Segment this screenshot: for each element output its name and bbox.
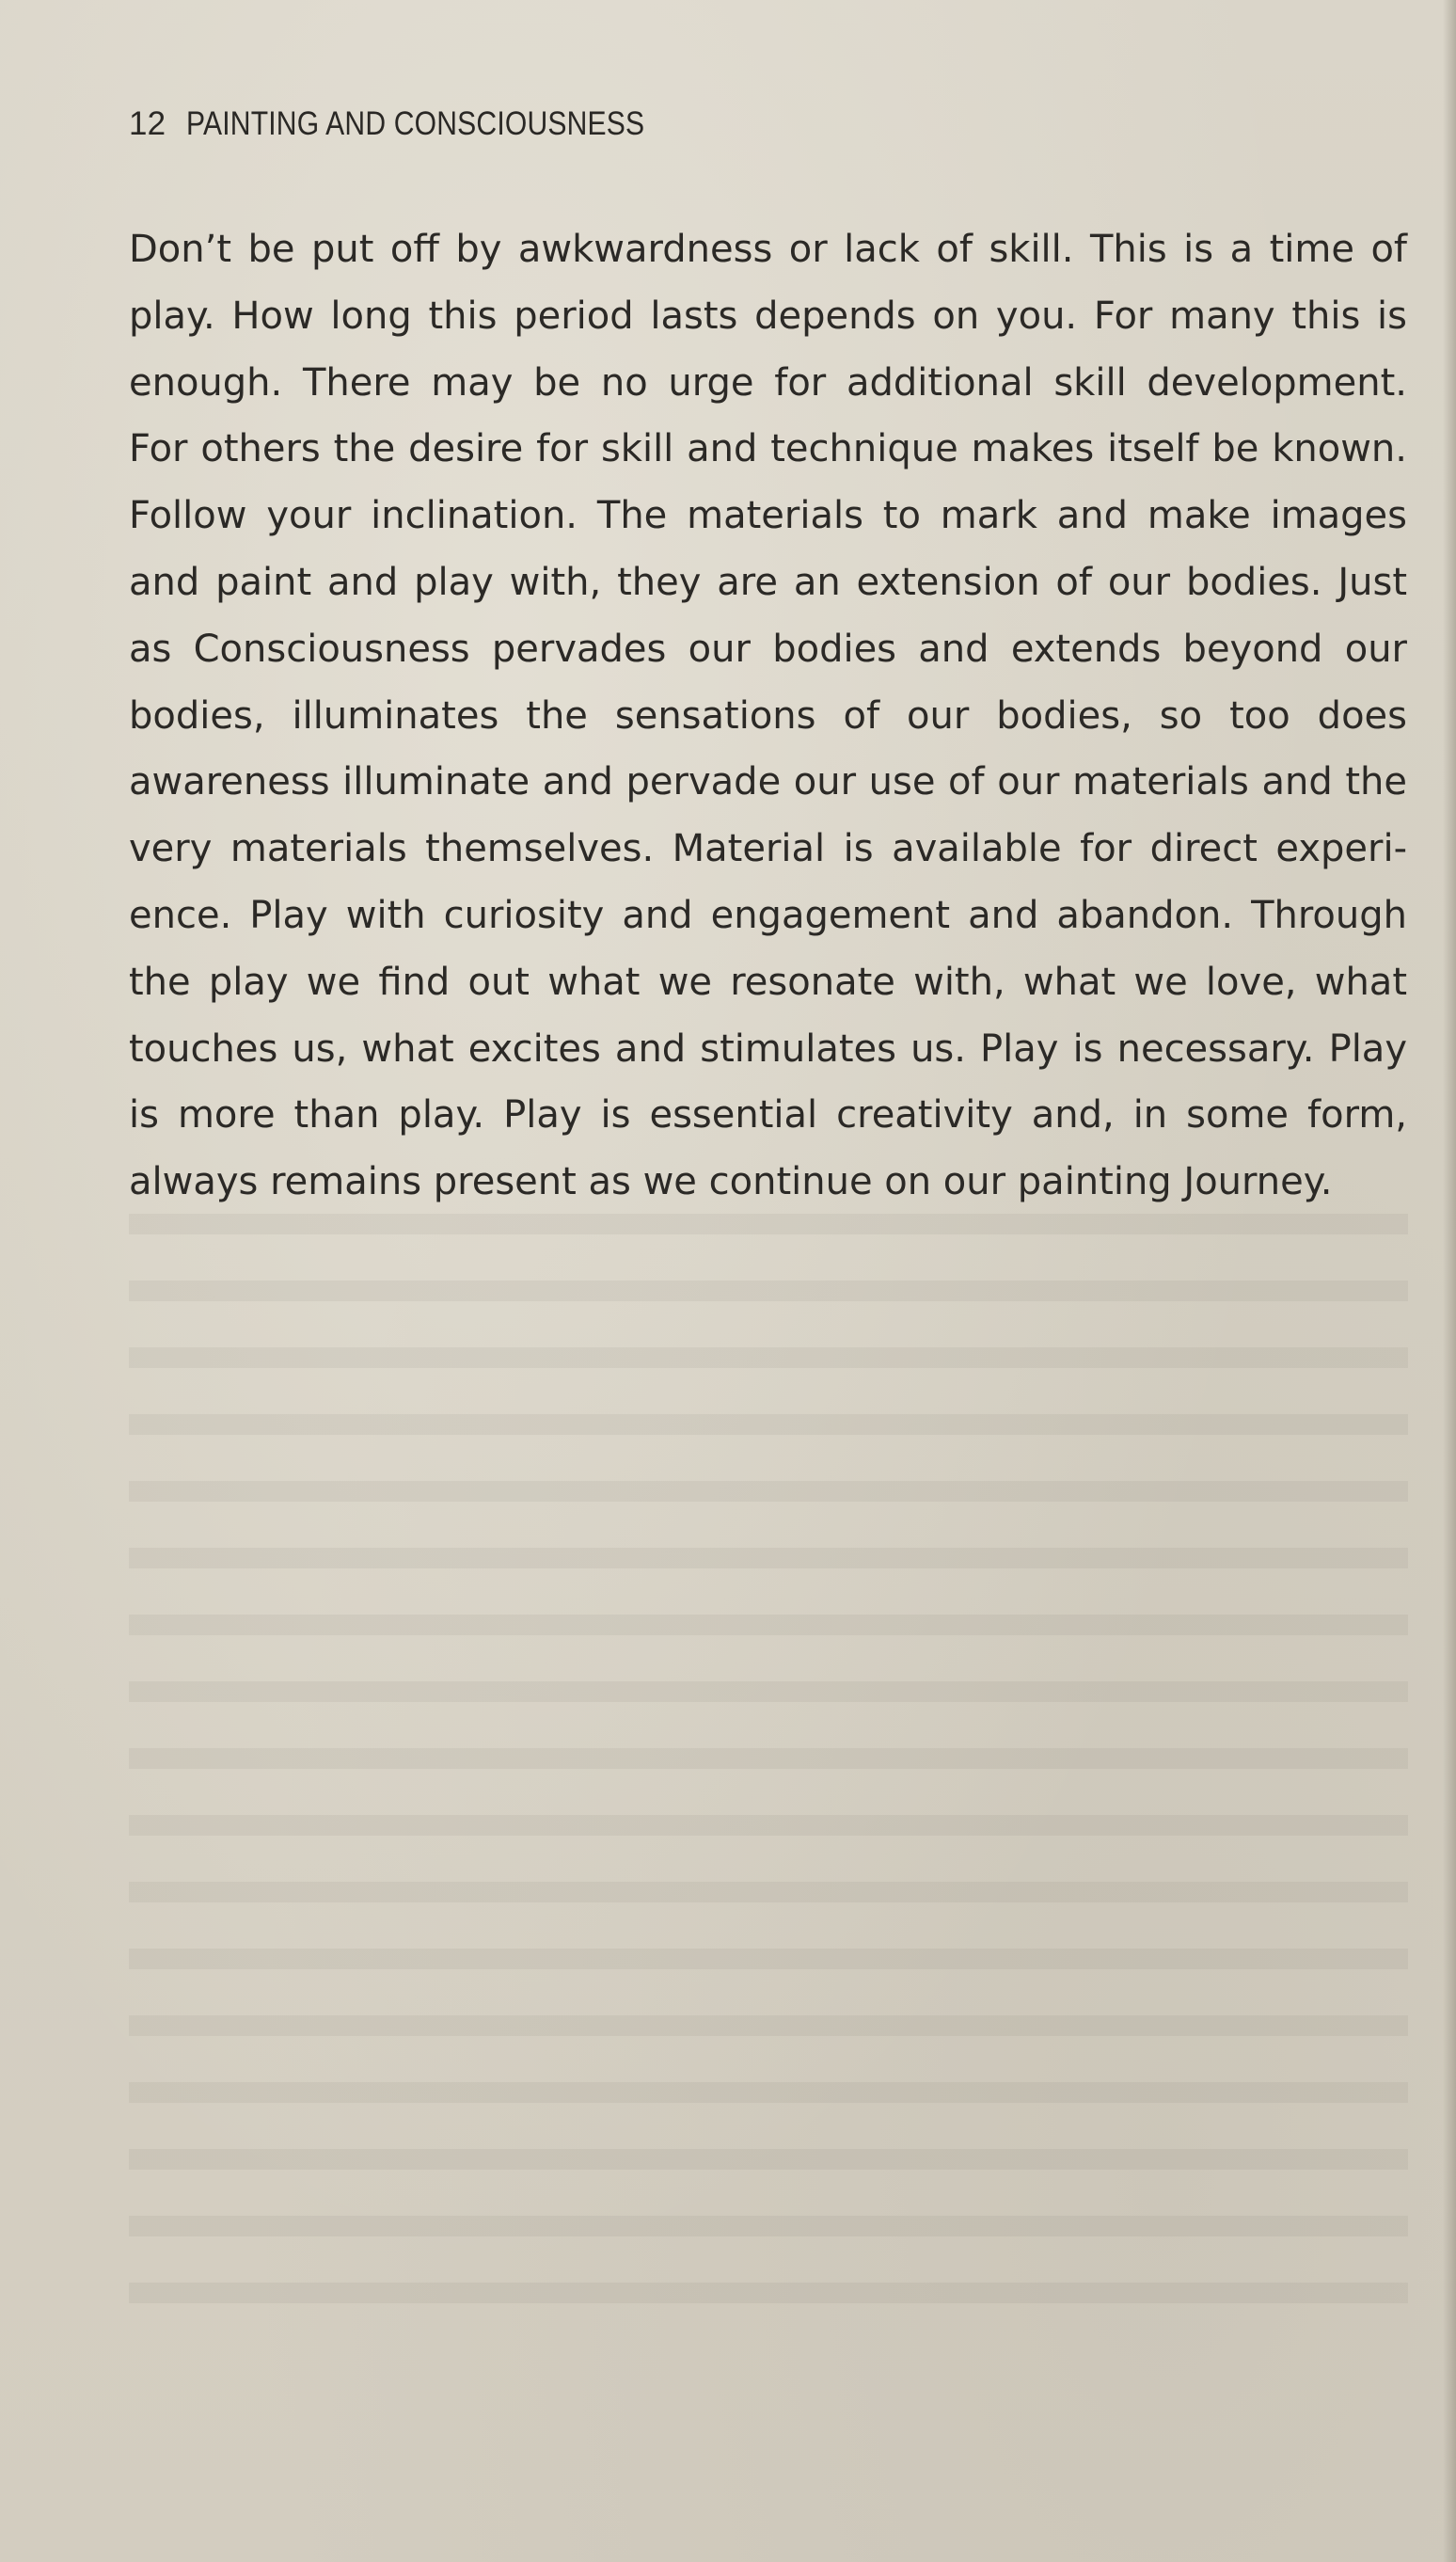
page-edge <box>1443 0 1456 2562</box>
text-line: is more than play. Play is essential creativity and, in some form, <box>129 1093 1407 1138</box>
text-line: ence. Play with curiosity and engagement and abandon. Through <box>129 893 1407 937</box>
text-line: enough. There may be no urge for additional skill development. <box>129 360 1407 405</box>
text-line: and paint and play with, they are an extension of our bodies. Just <box>129 560 1407 604</box>
body-paragraph <box>129 216 1407 1216</box>
text-line: very materials themselves. Material is available for direct experi- <box>129 827 1407 871</box>
text-line: play. How long this period lasts depends on you. For many this is <box>129 294 1407 338</box>
text-line: always remains present as we continue on our painting Journey. <box>129 1160 1333 1204</box>
text-line: Follow your inclination. The materials to mark and make images <box>129 494 1407 538</box>
text-line: bodies, illuminates the sensations of our bodies, so too does <box>129 693 1407 738</box>
text-line: For others the desire for skill and technique makes itself be known. <box>129 427 1407 471</box>
text-line: touches us, what excites and stimulates us. Play is necessary. Play <box>129 1026 1407 1071</box>
text-line: awareness illuminate and pervade our use of our materials and the <box>129 760 1407 804</box>
show-through-text <box>129 1214 1408 2343</box>
text-line: as Consciousness pervades our bodies and extends beyond our <box>129 627 1407 671</box>
running-head <box>129 102 720 147</box>
running-title: PAINTING AND CONSCIOUSNESS <box>186 105 645 142</box>
text-line: Don’t be put off by awkwardness or lack of skill. This is a time of <box>129 228 1407 271</box>
page-number: 12 <box>129 105 166 142</box>
text-line: the play we find out what we resonate with, what we love, what <box>129 960 1407 1004</box>
